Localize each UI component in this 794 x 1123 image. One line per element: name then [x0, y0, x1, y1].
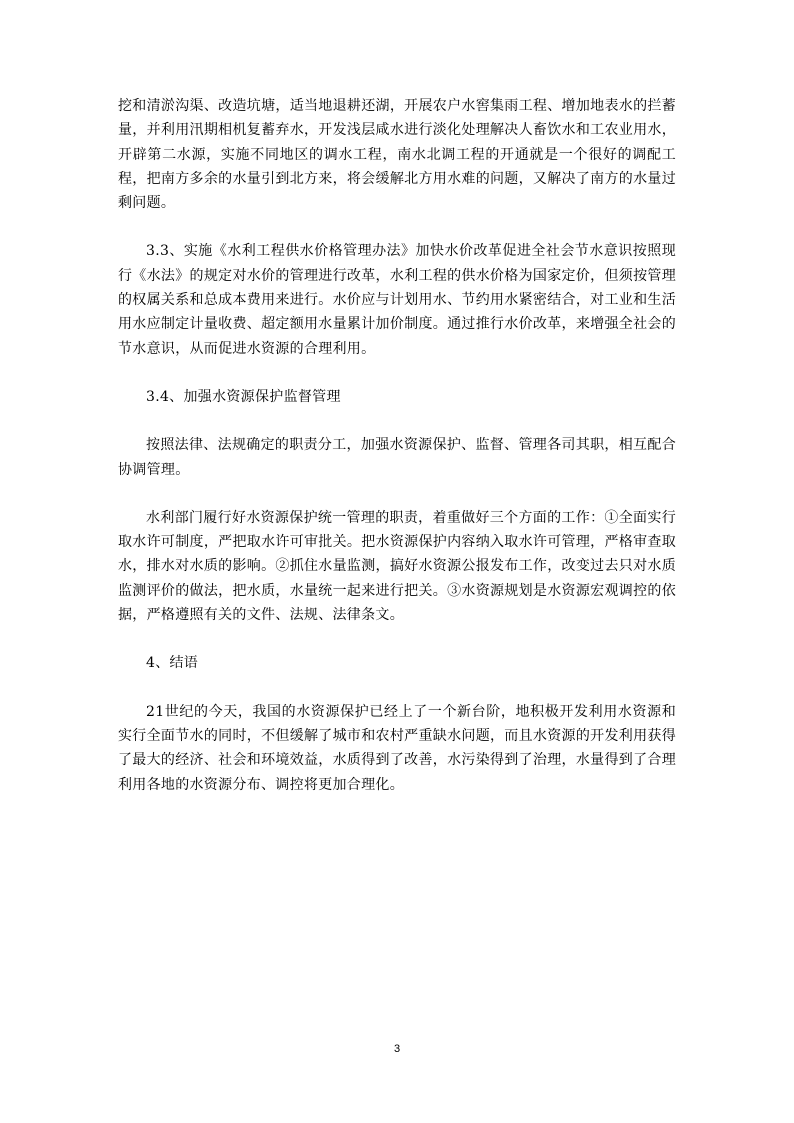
paragraph-responsibility-division: 按照法律、法规确定的职责分工，加强水资源保护、监督、管理各司其职，相互配合协调管理。: [118, 437, 676, 478]
section-heading-3-4: 3.4、加强水资源保护监督管理: [146, 388, 341, 405]
section-heading-conclusion: 4、结语: [146, 655, 199, 672]
paragraph-water-price-reform: 3.3、实施《水利工程供水价格管理办法》加快水价改革促进全社会节水意识按照现行《水法》的规定对水价的管理进行改革，水利工程的供水价格为国家定价，但须按管理的权属关系和总成本费用来进行。水价应与计划用水、节约用水紧密结合，对工业和生活用水应制定计量收费、超定额用水量累计加价制度。通过推行水价改革，来增强全社会的节水意识，从而促进水资源的合理利用。: [118, 243, 676, 357]
document-body: [118, 94, 676, 797]
paragraph-continuation: 挖和清淤沟渠、改造坑塘，适当地退耕还湖，开展农户水窖集雨工程、增加地表水的拦蓄量，并利用汛期相机复蓄弃水，开发浅层咸水进行淡化处理解决人畜饮水和工农业用水，开辟第二水源，实施不同地区的调水工程，南水北调工程的开通就是一个很好的调配工程，把南方多余的水量引到北方来，将会缓解北方用水难的问题，又解决了南方的水量过剩问题。: [118, 98, 676, 212]
paragraph-water-authority-duties: 水利部门履行好水资源保护统一管理的职责，着重做好三个方面的工作：①全面实行取水许可制度，严把取水许可审批关。把水资源保护内容纳入取水许可管理，严格审查取水，排水对水质的影响。②抓住水量监测，搞好水资源公报发布工作，改变过去只对水质监测评价的做法，把水质，水量统一起来进行把关。③水资源规划是水资源宏观调控的依据，严格遵照有关的文件、法规、法律条文。: [118, 509, 676, 624]
page-number: 3: [393, 1043, 401, 1055]
paragraph-conclusion: 21世纪的今天，我国的水资源保护已经上了一个新台阶，地积极开发利用水资源和实行全面节水的同时，不但缓解了城市和农村严重缺水问题，而且水资源的开发利用获得了最大的经济、社会和环境效益，水质得到了改善，水污染得到了治理，水量得到了合理利用各地的水资源分布、调控将更加合理化。: [118, 703, 676, 793]
